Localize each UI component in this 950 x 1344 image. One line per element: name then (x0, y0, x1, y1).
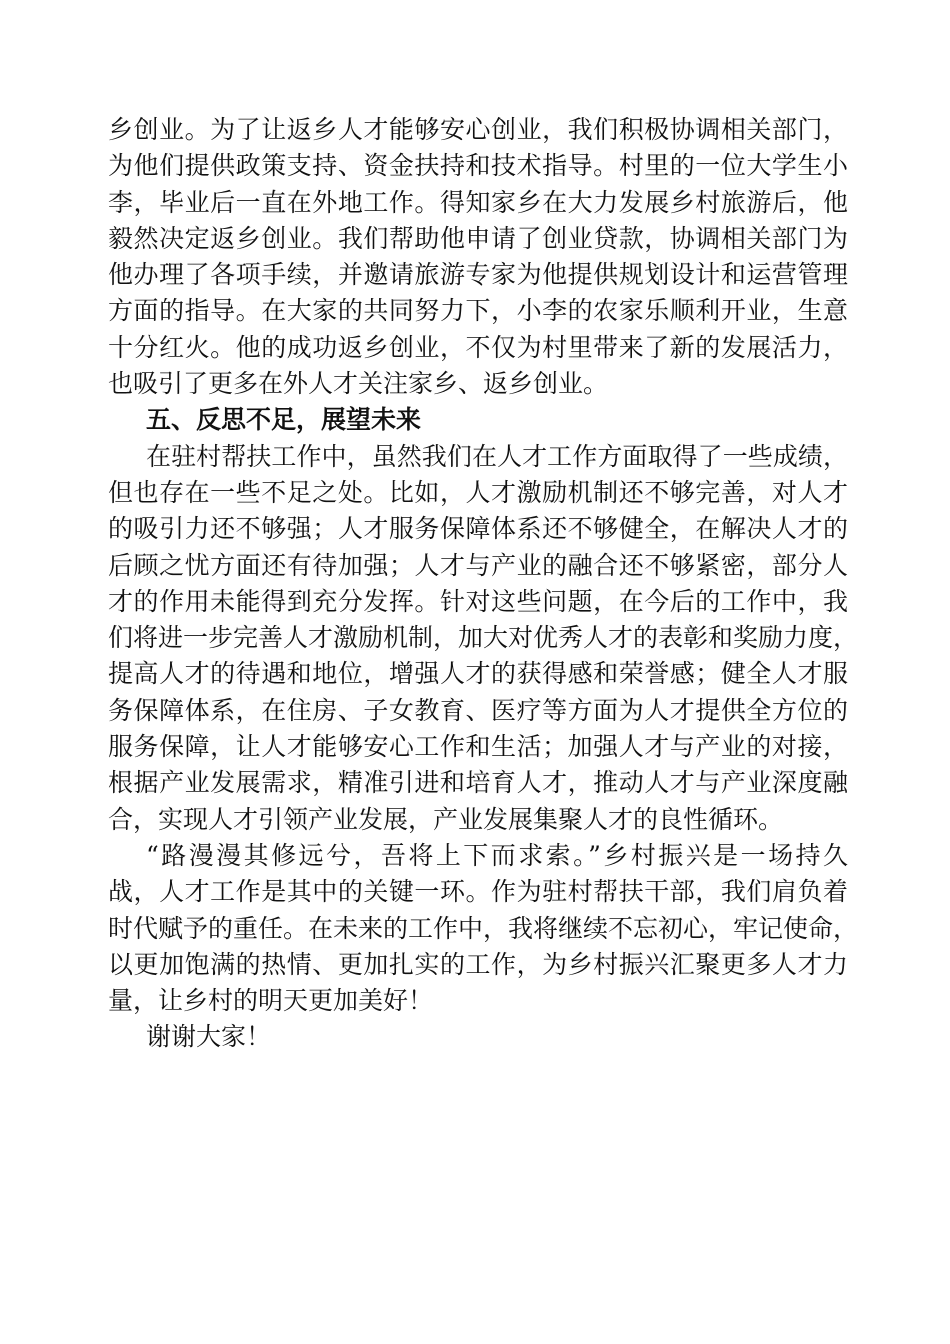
text-line: 们将进一步完善人才激励机制，加大对优秀人才的表彰和奖励力度， (108, 623, 859, 653)
text-line: 以更加饱满的热情、更加扎实的工作，为乡村振兴汇聚更多人才力 (108, 949, 848, 979)
text-line: 乡创业。为了让返乡人才能够安心创业，我们积极协调相关部门， (108, 115, 848, 144)
text-line: 才的作用未能得到充分发挥。针对这些问题，在今后的工作中，我 (108, 586, 848, 616)
text-line: 方面的指导。在大家的共同努力下，小李的农家乐顺利开业，生意 (108, 296, 848, 326)
paragraph-outlook (108, 838, 859, 1019)
text-line: 为他们提供政策支持、资金扶持和技术指导。村里的一位大学生小 (108, 151, 848, 181)
text-line: 根据产业发展需求，精准引进和培育人才，推动人才与产业深度融 (108, 768, 848, 798)
text-line: 战，人才工作是其中的关键一环。作为驻村帮扶干部，我们肩负着 (108, 877, 848, 907)
text-line: 服务保障，让人才能够安心工作和生活；加强人才与产业的对接， (108, 732, 848, 762)
closing-thanks: 谢谢大家！ (146, 1022, 272, 1052)
paragraph-returning-talent (108, 112, 848, 402)
document-page (108, 112, 859, 1056)
text-line: 后顾之忧方面还有待加强；人才与产业的融合还不够紧密，部分人 (108, 550, 848, 580)
text-line: “路漫漫其修远兮，吾将上下而求索。”乡村振兴是一场持久 (146, 840, 848, 870)
text-line: 合，实现人才引领产业发展，产业发展集聚人才的良性循环。 (108, 804, 784, 834)
text-line: 毅然决定返乡创业。我们帮助他申请了创业贷款，协调相关部门为 (108, 223, 848, 253)
text-line: 但也存在一些不足之处。比如，人才激励机制还不够完善，对人才 (108, 477, 848, 507)
text-line: 量，让乡村的明天更加美好！ (108, 986, 434, 1016)
text-line: 在驻村帮扶工作中，虽然我们在人才工作方面取得了一些成绩， (146, 441, 848, 471)
paragraph-reflection (108, 439, 859, 838)
text-line: 也吸引了更多在外人才关注家乡、返乡创业。 (108, 369, 609, 399)
text-line: 他办理了各项手续，并邀请旅游专家为他提供规划设计和运营管理 (108, 260, 848, 290)
text-line: 李，毕业后一直在外地工作。得知家乡在大力发展乡村旅游后，他 (108, 187, 848, 217)
text-line: 十分红火。他的成功返乡创业，不仅为村里带来了新的发展活力， (108, 332, 848, 362)
text-line: 时代赋予的重任。在未来的工作中，我将继续不忘初心，牢记使命， (108, 913, 859, 943)
section-heading: 五、反思不足，展望未来 (146, 405, 422, 435)
text-line: 务保障体系，在住房、子女教育、医疗等方面为人才提供全方位的 (108, 695, 848, 725)
text-line: 提高人才的待遇和地位，增强人才的获得感和荣誉感；健全人才服 (108, 659, 848, 689)
text-line: 的吸引力还不够强；人才服务保障体系还不够健全，在解决人才的 (108, 514, 848, 544)
